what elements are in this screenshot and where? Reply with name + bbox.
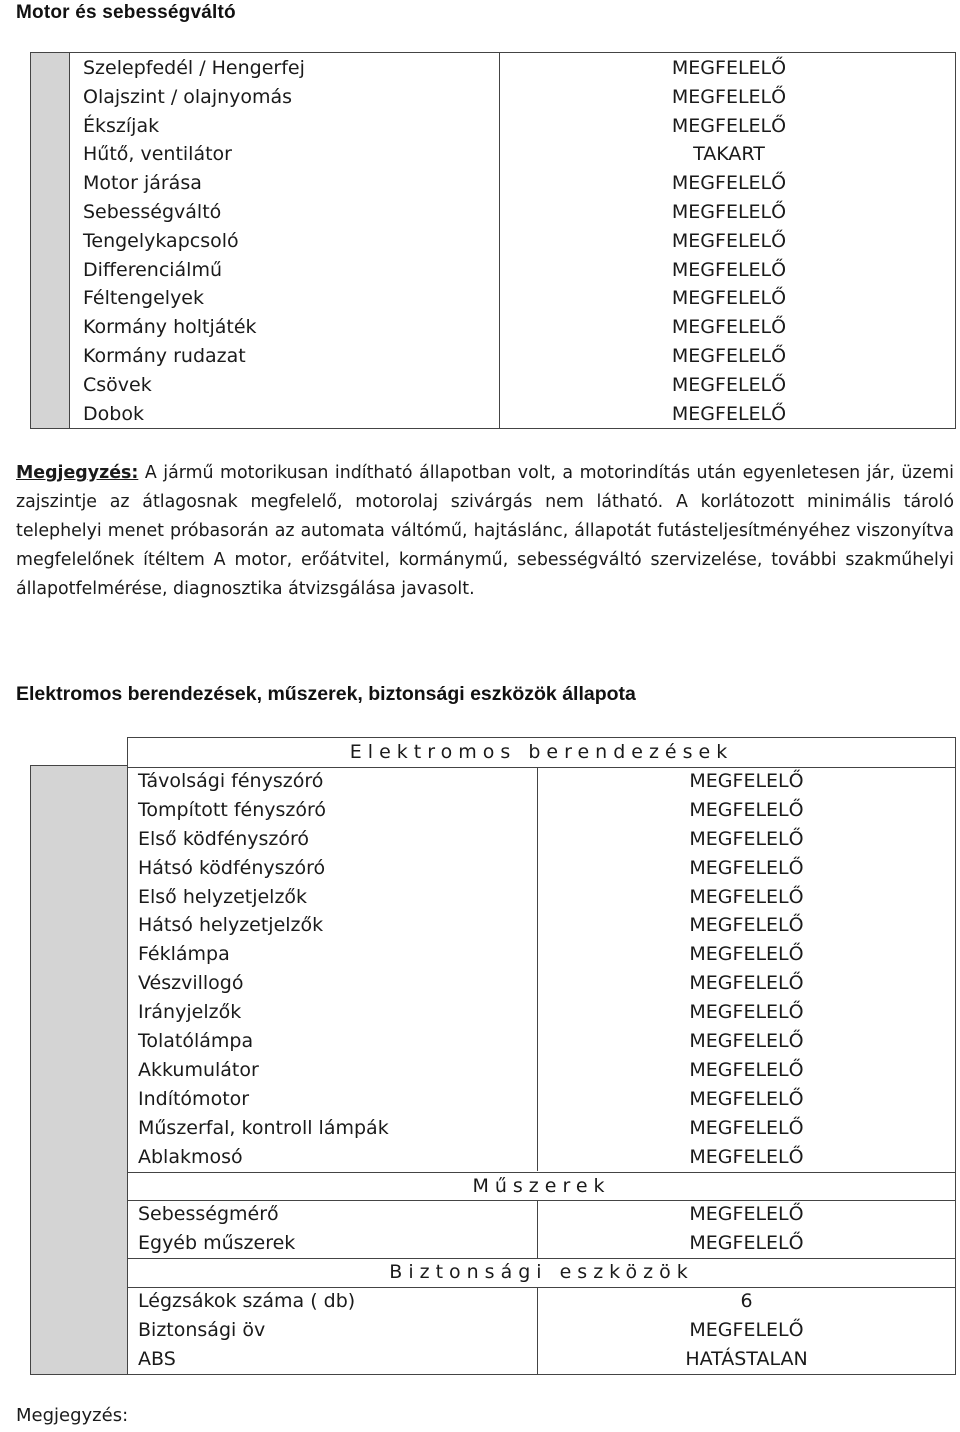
table-row <box>31 227 957 256</box>
table-row <box>128 911 955 940</box>
table-row <box>128 969 955 998</box>
row-value: MEGFELELŐ <box>689 1001 804 1024</box>
row-label: Féklámpa <box>138 943 230 966</box>
table-row <box>31 198 957 227</box>
row-value: HATÁSTALAN <box>685 1347 808 1370</box>
row-value: MEGFELELŐ <box>689 1087 804 1110</box>
table-row <box>31 284 957 313</box>
row-value: TAKART <box>693 143 765 166</box>
group-heading-text: Biztonsági eszközök <box>389 1261 694 1284</box>
table-row <box>128 1027 955 1056</box>
table-row <box>128 1316 955 1345</box>
table-row <box>31 313 957 342</box>
table-row <box>128 825 955 854</box>
row-label: Differenciálmű <box>83 258 223 281</box>
row-value: MEGFELELŐ <box>671 373 787 396</box>
row-value: MEGFELELŐ <box>671 258 787 281</box>
table-row <box>128 1345 955 1374</box>
table-row <box>128 1200 955 1229</box>
table-row <box>128 998 955 1027</box>
group-heading <box>128 738 955 767</box>
row-value: MEGFELELŐ <box>689 769 804 792</box>
row-label: Féltengelyek <box>83 287 205 310</box>
row-value: MEGFELELŐ <box>689 1145 804 1168</box>
row-value: MEGFELELŐ <box>689 972 804 995</box>
column-divider <box>537 1287 538 1374</box>
row-value: MEGFELELŐ <box>671 229 787 252</box>
table-row <box>31 256 957 285</box>
row-label: Egyéb műszerek <box>138 1232 296 1255</box>
row-value: MEGFELELŐ <box>689 798 804 821</box>
note-text: A jármű motorikusan indítható állapotban volt, a motorindítás után egyenletesen jár, üzemi zajszintje az átlagosnak megfelelő, motorolaj szivárgás nem látható. A korlátozott minimális tároló telephelyi menet próbasorán az automata váltómű, hajtáslánc, állapotát futásteljesítményéhez viszonyítva megfelelőnek ítéltem A motor, erőátvitel, kormánymű, sebességváltó szervizelése, további szakműhelyi állapotfelmérése, diagnosztika átvizsgálása javasolt. <box>16 463 954 599</box>
table-row <box>128 796 955 825</box>
row-value: MEGFELELŐ <box>671 316 787 339</box>
row-value: MEGFELELŐ <box>671 57 787 79</box>
row-value: MEGFELELŐ <box>671 402 787 425</box>
table-row <box>31 83 957 112</box>
row-label: Távolsági fényszóró <box>138 769 324 792</box>
row-label: Indítómotor <box>138 1087 250 1110</box>
group-heading <box>128 1258 955 1287</box>
section-title-engine: Motor és sebességváltó <box>16 2 236 23</box>
table-row <box>128 1229 955 1258</box>
row-value: MEGFELELŐ <box>689 1116 804 1139</box>
group-heading <box>128 1172 955 1201</box>
table-row <box>31 371 957 400</box>
row-label: Csövek <box>83 373 152 396</box>
footer-note-label: Megjegyzés: <box>16 1405 129 1426</box>
row-label: Műszerfal, kontroll lámpák <box>138 1116 389 1139</box>
row-label: Tompított fényszóró <box>138 798 327 821</box>
row-label: Vészvillogó <box>138 972 244 995</box>
row-label: Szelepfedél / Hengerfej <box>83 57 305 79</box>
row-value: MEGFELELŐ <box>671 287 787 310</box>
row-value: 6 <box>740 1290 753 1313</box>
row-label: Sebességmérő <box>138 1203 279 1226</box>
row-label: Ablakmosó <box>138 1145 243 1168</box>
row-value: MEGFELELŐ <box>671 114 787 137</box>
table-row <box>31 400 957 429</box>
row-value: MEGFELELŐ <box>689 827 804 850</box>
row-label: Biztonsági öv <box>138 1319 266 1341</box>
table-row <box>128 1143 955 1172</box>
row-value: MEGFELELŐ <box>671 172 787 195</box>
table-row <box>128 1287 955 1316</box>
row-value: MEGFELELŐ <box>689 1030 804 1052</box>
section-title-electrical: Elektromos berendezések, műszerek, biztonsági eszközök állapota <box>16 683 636 705</box>
row-label: Első ködfényszóró <box>138 827 310 850</box>
table-row <box>128 854 955 883</box>
row-label: Tengelykapcsoló <box>83 229 239 252</box>
table-row <box>128 940 955 969</box>
table-row <box>31 54 957 83</box>
table-row <box>128 1085 955 1114</box>
table-side-band <box>30 765 127 1375</box>
row-value: MEGFELELŐ <box>689 1203 804 1226</box>
column-divider <box>537 767 538 1172</box>
row-label: Hűtő, ventilátor <box>83 143 232 166</box>
row-value: MEGFELELŐ <box>671 201 787 223</box>
row-label: Kormány holtjáték <box>83 316 257 339</box>
table-row <box>128 1056 955 1085</box>
table-row <box>31 342 957 371</box>
table-row <box>31 140 957 169</box>
row-label: Akkumulátor <box>138 1058 259 1081</box>
table-row <box>31 112 957 141</box>
row-label: Motor járása <box>83 172 202 195</box>
row-label: Olajszint / olajnyomás <box>83 85 293 108</box>
row-label: Dobok <box>83 402 144 425</box>
electrical-inspection-table <box>127 737 956 1375</box>
row-value: MEGFELELŐ <box>689 856 804 879</box>
row-label: Ékszíjak <box>83 114 160 137</box>
row-label: Irányjelzők <box>138 1001 242 1024</box>
row-label: Sebességváltó <box>83 201 222 223</box>
row-value: MEGFELELŐ <box>671 345 787 367</box>
row-label: Első helyzetjelzők <box>138 885 308 908</box>
row-value: MEGFELELŐ <box>689 943 804 966</box>
table-row <box>128 1114 955 1143</box>
row-value: MEGFELELŐ <box>689 885 804 908</box>
row-value: MEGFELELŐ <box>689 1319 804 1341</box>
group-heading-text: Elektromos berendezések <box>349 741 734 763</box>
engine-inspection-table <box>30 52 956 429</box>
row-value: MEGFELELŐ <box>689 1232 804 1255</box>
row-label: Légzsákok száma ( db) <box>138 1290 356 1313</box>
column-divider <box>537 1200 538 1258</box>
table-row <box>31 169 957 198</box>
row-label: ABS <box>138 1347 176 1370</box>
row-label: Kormány rudazat <box>83 345 246 367</box>
note-label: Megjegyzés: <box>16 463 139 483</box>
table-row <box>128 767 955 796</box>
row-label: Hátsó helyzetjelzők <box>138 914 324 937</box>
row-label: Tolatólámpa <box>138 1030 254 1052</box>
group-heading-text: Műszerek <box>472 1174 611 1197</box>
row-label: Hátsó ködfényszóró <box>138 856 326 879</box>
table-row <box>128 883 955 912</box>
engine-note <box>16 459 954 604</box>
row-value: MEGFELELŐ <box>689 1058 804 1081</box>
row-value: MEGFELELŐ <box>689 914 804 937</box>
row-value: MEGFELELŐ <box>671 85 787 108</box>
